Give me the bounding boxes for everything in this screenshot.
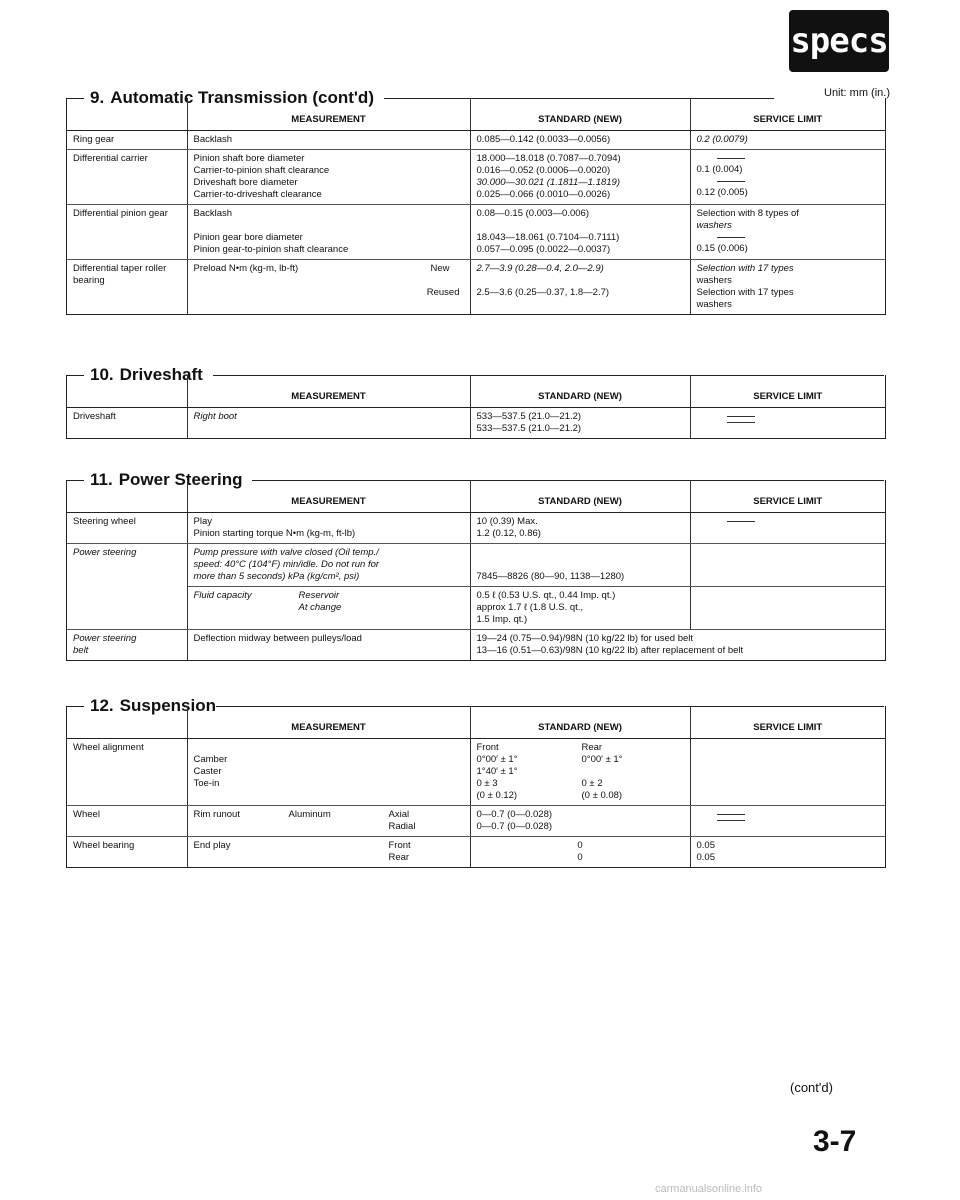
page-number: 3-7 (813, 1125, 857, 1158)
header-measurement: MEASUREMENT (187, 98, 470, 131)
table-row: Ring gear Backlash 0.085—0.142 (0.0033—0.0056) 0.2 (0.0079) (67, 131, 885, 150)
table-row: Power steering Pump pressure with valve closed (Oil temp./ speed: 40°C (104°F) min/idle. Do not run for more than 5 seconds) kPa (kg/cm², psi) 7845—8826 (80—90, 1138—1280) (67, 544, 885, 587)
section-12-title: 12. Suspension (66, 694, 884, 718)
section-11-title: 11. Power Steering (66, 468, 884, 492)
header-standard: STANDARD (NEW) (470, 98, 690, 131)
table-row: Power steering belt Deflection midway between pulleys/load 19—24 (0.75—0.94)/98N (10 kg/22 lb) for used belt 13—16 (0.51—0.63)/98N (10 kg/22 lb) after replacement of belt (67, 630, 885, 661)
table-row: Driveshaft Right boot 533—537.5 (21.0—21.2) 533—537.5 (21.0—21.2) (67, 408, 885, 439)
table-row: Wheel alignment Camber Caster Toe-in Front Rear 0°00′ ± 1° 0°00′ ± 1° 1°40′ ± 1° 0 ± 3 0 ± 2 (0 ± 0.12) (0 ± 0.08) (67, 739, 885, 806)
unit-label: Unit: mm (in.) (824, 87, 890, 99)
table-row: Wheel bearing End play Front Rear 0 0 0.05 0.05 (67, 837, 885, 868)
table-row: Wheel Rim runout Aluminum Axial Radial 0—0.7 (0—0.028) 0—0.7 (0—0.028) (67, 806, 885, 837)
table-row: Differential pinion gear Backlash Pinion gear bore diameter Pinion gear-to-pinion shaft clearance 0.08—0.15 (0.003—0.006) 18.043—18.061 (0.7104—0.7111) 0.057—0.095 (0.0022—0.0037) Selection with 8 types of washers 0.15 (0.006) (67, 205, 885, 260)
table-row: Fluid capacity Reservoir At change 0.5 ℓ (0.53 U.S. qt., 0.44 Imp. qt.) approx 1.7 ℓ (1.8 U.S. qt., 1.5 Imp. qt.) (67, 587, 885, 630)
section-9-title: 9. Automatic Transmission (cont'd) (66, 86, 884, 110)
table-row: Steering wheel Play Pinion starting torque N•m (kg-m, ft-lb) 10 (0.39) Max. 1.2 (0.12, 0.86) (67, 513, 885, 544)
section-11-table: MEASUREMENT STANDARD (NEW) SERVICE LIMIT Steering wheel Play Pinion starting torque N•m (kg-m, ft-lb) 10 (0.39) Max. 1.2 (0.12, 0.86) Power steering Pump pressure with valve closed (Oil temp./ speed: 40°C (104°F) min/idle. Do not run for more than 5 seconds) kPa (kg/cm², psi) 7845—8826 (80—90, 1138—1280) Fluid capacity Reservoir At change 0.5 ℓ (0.53 U.S. qt., 0.44 Imp. qt.) approx 1.7 ℓ (1.8 U.S. qt., 1.5 Imp. qt.) Power steering belt Deflection midway between pulleys/load 19—24 (0.75—0.94)/98N (10 kg/22 lb) for used belt 13—16 (0.51—0.63)/98N (10 kg/22 lb) after replacement of belt (66, 480, 886, 661)
header-limit: SERVICE LIMIT (690, 98, 885, 131)
section-12-table: MEASUREMENT STANDARD (NEW) SERVICE LIMIT Wheel alignment Camber Caster Toe-in Front Rear 0°00′ ± 1° 0°00′ ± 1° 1°40′ ± 1° 0 ± 3 0 ± 2 (0 ± 0.12) (0 ± 0.08) Wheel Rim runout Aluminum Axial Radial 0—0.7 (0—0.028) 0—0.7 (0—0.028) Wheel bearing End play Front Rear 0 0 0.05 0.05 (66, 706, 886, 868)
section-10-title: 10. Driveshaft (66, 363, 884, 387)
specs-badge: specs (789, 10, 889, 72)
table-row: Differential carrier Pinion shaft bore diameter Carrier-to-pinion shaft clearance Driveshaft bore diameter Carrier-to-driveshaft clearance 18.000—18.018 (0.7087—0.7094) 0.016—0.052 (0.0006—0.0020) 30.000—30.021 (1.1811—1.1819) 0.025—0.066 (0.0010—0.0026) 0.1 (0.004) 0.12 (0.005) (67, 150, 885, 205)
section-9-table (66, 98, 886, 315)
section-10-table: MEASUREMENT STANDARD (NEW) SERVICE LIMIT Driveshaft Right boot 533—537.5 (21.0—21.2) 533—537.5 (21.0—21.2) (66, 375, 886, 439)
continued-label: (cont'd) (790, 1080, 833, 1095)
watermark: carmanualsonline.info (655, 1183, 763, 1195)
table-row: Differential taper roller bearing Preload N•m (kg-m, lb-ft) New Reused 2.7—3.9 (0.28—0.4, 2.0—2.9) 2.5—3.6 (0.25—0.37, 1.8—2.7) Selection with 17 types washers Selection with 17 types washers (67, 260, 885, 315)
